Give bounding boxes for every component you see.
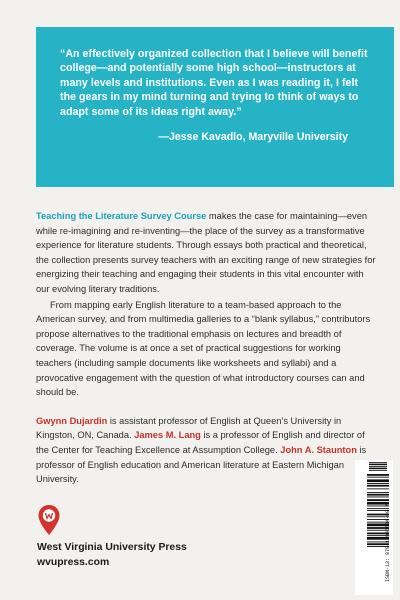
book-title: Teaching the Literature Survey Course <box>36 211 207 221</box>
barcode-bar <box>367 492 389 493</box>
barcode-bar <box>369 462 387 463</box>
author-bio-2: is a professor of English and director of the Center for Teaching Excellence at Assumption College. <box>36 430 365 455</box>
publisher-url: wvupress.com <box>37 557 110 568</box>
author-bio-3: is professor of English education and American literature at Eastern Michigan University. <box>36 444 367 485</box>
endorsement-attribution: —Jesse Kavadlo, Maryville University <box>158 131 348 144</box>
barcode-bar <box>367 494 389 496</box>
description-paragraph-2: From mapping early English literature to a team-based approach to the American survey, and from multimedia galleries to a “blank syllabus,” contributors propose alternatives to the traditional emphasis on lectures and breadth of coverage. The volume is at once a set of practical suggestions for working teachers (including sample documents like worksheets and syllabi) and a provocative engagement with the question of what introductory courses can and should be. <box>36 299 371 398</box>
barcode-bar <box>367 485 389 487</box>
author-name-3: John A. Staunton <box>280 444 357 455</box>
endorsement-quote: “An effectively organized collection that I believe will benefit college—and potentially some high school—instructors at many levels and institutions. Even as I was reading it, I felt the gears in my mind turning and trying to think of ways to adapt some of its ideas right away.” <box>60 48 368 118</box>
book-description <box>36 209 378 487</box>
author-bio-1: is assistant professor of English at Queen’s University in Kingston, ON, Canada. <box>36 415 342 441</box>
endorsement-quote-box <box>36 27 394 187</box>
barcode-bar <box>367 499 389 501</box>
barcode-bar <box>367 479 389 482</box>
author-name-2: James M. Lang <box>134 430 201 441</box>
barcode-bar <box>369 464 387 466</box>
barcode-bar <box>367 477 389 478</box>
barcode-bar <box>369 468 387 470</box>
author-name-1: Gwynn Dujardin <box>36 415 108 426</box>
location-pin-icon <box>37 504 61 536</box>
barcode-bar <box>367 497 389 498</box>
barcode-bar <box>369 466 387 467</box>
barcode-bar <box>367 488 389 489</box>
barcode-bar <box>367 483 389 484</box>
description-paragraph-1 <box>36 209 378 297</box>
isbn-number-text: ISBN-13: 978-1-946684-09-7 <box>385 503 391 582</box>
barcode-bar <box>367 474 389 476</box>
barcode-bar <box>369 470 387 471</box>
author-bios <box>36 414 378 487</box>
publisher-name: West Virginia University Press <box>37 542 187 553</box>
description-paragraph-1-text: makes the case for maintaining—even while re-imagining and re-inventing—the place of the survey as a transformative experience for literature students. Through essays both practical and theoretical, the collection presents survey teachers with an exciting range of new strategies for energizing their teaching and engaging their students in this vital encounter with our evolving literary traditions. <box>36 211 376 294</box>
